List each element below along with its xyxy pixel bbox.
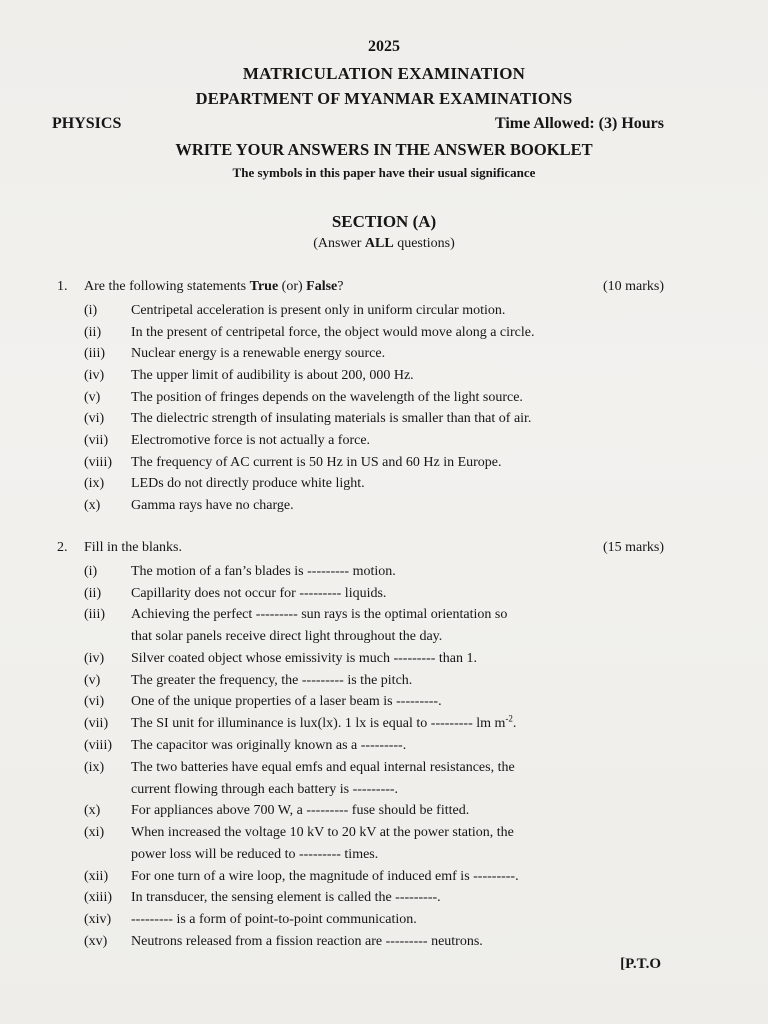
list-item bbox=[84, 887, 624, 909]
exam-title: MATRICULATION EXAMINATION bbox=[242, 64, 526, 83]
list-item bbox=[84, 604, 624, 648]
item-number: (xiv) bbox=[84, 912, 112, 927]
department-title: DEPARTMENT OF MYANMAR EXAMINATIONS bbox=[195, 89, 573, 108]
item-text-end: . bbox=[512, 716, 517, 731]
item-text: Gamma rays have no charge. bbox=[131, 498, 294, 513]
list-item bbox=[84, 822, 624, 866]
list-item bbox=[84, 365, 624, 387]
item-text-main: The SI unit for illuminance is lux(lx). 1 lx is equal to --------- lm m bbox=[131, 716, 506, 731]
prompt-or: (or) bbox=[278, 279, 307, 294]
item-number: (xi) bbox=[84, 825, 105, 840]
item-text: For one turn of a wire loop, the magnitude of induced emf is ---------. bbox=[131, 869, 519, 884]
list-item bbox=[84, 387, 624, 409]
list-item bbox=[84, 452, 624, 474]
item-number: (i) bbox=[84, 564, 98, 579]
prompt-false: False bbox=[306, 279, 338, 294]
list-item bbox=[84, 735, 624, 757]
item-number: (xii) bbox=[84, 869, 109, 884]
list-item bbox=[84, 473, 624, 495]
answer-instruction: WRITE YOUR ANSWERS IN THE ANSWER BOOKLET bbox=[175, 140, 593, 159]
list-item bbox=[84, 909, 624, 931]
item-text: The position of fringes depends on the wavelength of the light source. bbox=[131, 390, 523, 405]
question-1-heading bbox=[57, 279, 343, 295]
section-note-all: ALL bbox=[364, 236, 394, 251]
item-number: (x) bbox=[84, 803, 101, 818]
item-number: (iii) bbox=[84, 346, 105, 361]
list-item bbox=[84, 648, 624, 670]
item-text-continued: that solar panels receive direct light throughout the day. bbox=[131, 629, 443, 644]
list-item bbox=[84, 757, 624, 801]
question-prompt: Fill in the blanks. bbox=[84, 540, 182, 555]
superscript: -2 bbox=[505, 713, 513, 724]
item-text: In transducer, the sensing element is called the ---------. bbox=[131, 890, 441, 905]
time-allowed: Time Allowed: (3) Hours bbox=[494, 115, 664, 132]
list-item bbox=[84, 495, 624, 517]
prompt-end: ? bbox=[337, 279, 344, 294]
prompt-true: True bbox=[249, 279, 279, 294]
question-number: 1. bbox=[57, 279, 68, 294]
list-item bbox=[84, 583, 624, 605]
list-item bbox=[84, 561, 624, 583]
item-text: LEDs do not directly produce white light. bbox=[131, 476, 365, 491]
item-text: The two batteries have equal emfs and equal internal resistances, the bbox=[131, 760, 515, 775]
section-note-suffix: questions) bbox=[393, 236, 455, 251]
question-number: 2. bbox=[57, 540, 68, 555]
item-number: (viii) bbox=[84, 738, 112, 753]
item-number: (vi) bbox=[84, 411, 105, 426]
item-text: The capacitor was originally known as a ---------. bbox=[131, 738, 407, 753]
list-item bbox=[84, 670, 624, 692]
list-item bbox=[84, 300, 624, 322]
list-item bbox=[84, 866, 624, 888]
question-2-marks: (15 marks) bbox=[602, 540, 664, 555]
subject-label: PHYSICS bbox=[52, 115, 122, 132]
item-text: The frequency of AC current is 50 Hz in US and 60 Hz in Europe. bbox=[131, 455, 502, 470]
item-number: (vii) bbox=[84, 716, 109, 731]
item-number: (vii) bbox=[84, 433, 109, 448]
question-1-marks: (10 marks) bbox=[602, 279, 664, 294]
section-title: SECTION (A) bbox=[331, 212, 437, 231]
item-text-continued: current flowing through each battery is ---------. bbox=[131, 782, 399, 797]
item-number: (x) bbox=[84, 498, 101, 513]
please-turn-over: [P.T.O bbox=[620, 956, 661, 972]
item-number: (iv) bbox=[84, 651, 105, 666]
list-item bbox=[84, 343, 624, 365]
item-number: (iv) bbox=[84, 368, 105, 383]
item-text: --------- is a form of point-to-point communication. bbox=[131, 912, 417, 927]
item-text-continued: power loss will be reduced to --------- times. bbox=[131, 847, 379, 862]
item-text: Nuclear energy is a renewable energy source. bbox=[131, 346, 386, 361]
item-text bbox=[131, 713, 624, 735]
item-text: Achieving the perfect --------- sun rays is the optimal orientation so bbox=[131, 607, 508, 622]
item-number: (ii) bbox=[84, 586, 102, 601]
list-item bbox=[84, 430, 624, 452]
item-number: (ix) bbox=[84, 476, 105, 491]
item-text: Silver coated object whose emissivity is much --------- than 1. bbox=[131, 651, 478, 666]
item-number: (v) bbox=[84, 390, 101, 405]
item-number: (vi) bbox=[84, 694, 105, 709]
item-text: The greater the frequency, the --------- is the pitch. bbox=[131, 673, 413, 688]
item-number: (xv) bbox=[84, 934, 108, 949]
exam-year: 2025 bbox=[368, 38, 400, 55]
item-number: (xiii) bbox=[84, 890, 112, 905]
item-text: One of the unique properties of a laser beam is ---------. bbox=[131, 694, 442, 709]
item-text: Capillarity does not occur for --------- liquids. bbox=[131, 586, 387, 601]
symbols-note: The symbols in this paper have their usual significance bbox=[232, 165, 536, 180]
item-text: Centripetal acceleration is present only in uniform circular motion. bbox=[131, 303, 506, 318]
item-text: Electromotive force is not actually a force. bbox=[131, 433, 371, 448]
list-item bbox=[84, 931, 624, 953]
item-text: Neutrons released from a fission reaction are --------- neutrons. bbox=[131, 934, 483, 949]
section-note-prefix: (Answer bbox=[313, 236, 365, 251]
item-number: (ix) bbox=[84, 760, 105, 775]
item-number: (viii) bbox=[84, 455, 112, 470]
list-item bbox=[84, 408, 624, 430]
question-prompt: Are the following statements bbox=[84, 279, 250, 294]
item-number: (iii) bbox=[84, 607, 105, 622]
item-text: In the present of centripetal force, the object would move along a circle. bbox=[131, 325, 535, 340]
item-text: The dielectric strength of insulating materials is smaller than that of air. bbox=[131, 411, 532, 426]
item-number: (ii) bbox=[84, 325, 102, 340]
item-text: The motion of a fan’s blades is --------- motion. bbox=[131, 564, 396, 579]
item-text: The upper limit of audibility is about 200, 000 Hz. bbox=[131, 368, 414, 383]
list-item bbox=[84, 713, 624, 735]
item-text: For appliances above 700 W, a --------- fuse should be fitted. bbox=[131, 803, 470, 818]
question-2-heading bbox=[57, 540, 182, 556]
item-text: When increased the voltage 10 kV to 20 kV at the power station, the bbox=[131, 825, 514, 840]
item-number: (v) bbox=[84, 673, 101, 688]
list-item bbox=[84, 322, 624, 344]
list-item bbox=[84, 691, 624, 713]
item-number: (i) bbox=[84, 303, 98, 318]
section-note bbox=[0, 236, 768, 252]
list-item bbox=[84, 800, 624, 822]
